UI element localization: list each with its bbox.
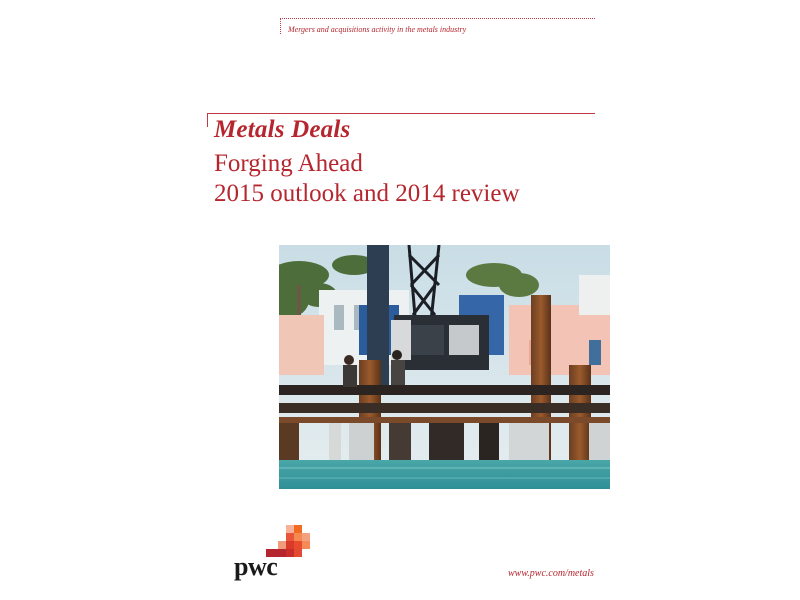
title-rule xyxy=(207,113,595,114)
report-title-line-2: Forging Ahead xyxy=(214,150,363,177)
pwc-logo xyxy=(232,525,312,585)
report-subtitle: Mergers and acquisitions activity in the metals industry xyxy=(288,25,467,34)
top-dotted-rule-tick xyxy=(280,18,281,34)
report-title-line-3: 2015 outlook and 2014 review xyxy=(214,180,520,207)
pwc-logo-text: pwc xyxy=(234,552,278,581)
report-title: Metals Deals xyxy=(214,116,351,143)
website-link[interactable]: www.pwc.com/metals xyxy=(508,568,594,579)
title-rule-tick xyxy=(207,113,208,127)
top-dotted-rule xyxy=(280,18,595,19)
cover-photo xyxy=(279,245,610,489)
